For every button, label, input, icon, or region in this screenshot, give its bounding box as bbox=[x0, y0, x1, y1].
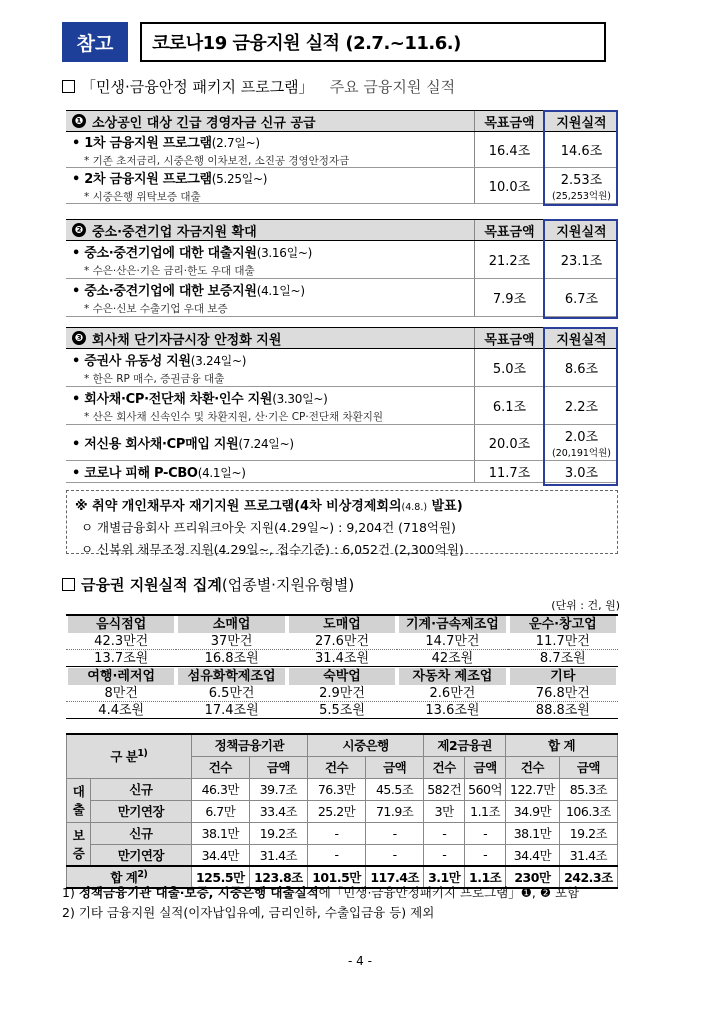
list-item: • 코로나 피해 P-CBO(4.1일~) 11.7조 3.0조 bbox=[66, 461, 618, 483]
list-item: • 2차 금융지원 프로그램(5.25일~) * 시중은행 위탁보증 대출 10.0조 2.53조 (25,253억원) bbox=[66, 168, 618, 204]
list-item: • 중소·중견기업에 대한 보증지원(4.1일~) * 수은·신보 수출기업 우대 보증 7.9조 6.7조 bbox=[66, 279, 618, 317]
col-target: 목표금액 bbox=[474, 111, 544, 131]
page-title: 코로나19 금융지원 실적 (2.7.~11.6.) bbox=[140, 22, 606, 62]
section1-heading bbox=[62, 76, 455, 97]
table-row: 만기연장 34.4만 31.4조 - - - - 34.4만 31.4조 bbox=[67, 844, 618, 866]
footnote-1: 1) 정책금융기관 대출·보증, 시중은행 대출실적에「민생·금융안정패키지 프로그램」❶, ❷ 포함 bbox=[62, 885, 580, 900]
industry-grid-1: 음식점업 소매업 도매업 기계·금속제조업 운수·창고업 42.3만건 37만건 27.6만건 14.7만건 11.7만건 13.7조원 16.8조원 31.4조원 42조원 8.7조원 bbox=[66, 614, 618, 667]
number-2-icon: ❷ bbox=[72, 223, 86, 237]
col-actual: 지원실적 bbox=[544, 111, 618, 131]
industry-grid-2: 여행·레저업 섬유화학제조업 숙박업 자동차 제조업 기타 8만건 6.5만건 2.9만건 2.6만건 76.8만건 4.4조원 17.4조원 5.5조원 13.6조원 88.8조원 bbox=[66, 668, 618, 719]
note-line: ㅇ 개별금융회사 프리워크아웃 지원(4.29일~) : 9,204건 (718억원) bbox=[81, 520, 456, 535]
group-3: ❸ 회사채 단기자금시장 안정화 지원 목표금액 지원실적 • 증권사 유동성 지원(3.24일~) * 한은 RP 매수, 증권금융 대출 5.0조 8.6조 • 회사채·CP·전단채 차환·인수 지원(3.30일~) * 산은 회사채 신속인수 및 차환지원, 산·기은 CP·전단채 차환지원 6.1조 2.2조 • 저신용 회사채·CP매입 지원(7.24일~) 20.0조 2.0조 (20,191억원) • 코로나 피해 P-CBO(4.1일~) 11.7조 3.0조 bbox=[66, 327, 618, 483]
section2-suffix: (업종별·지원유형별) bbox=[221, 576, 355, 594]
number-1-icon: ❶ bbox=[72, 114, 86, 128]
table-row: 만기연장 6.7만 33.4조 25.2만 71.9조 3만 1.1조 34.9만 106.3조 bbox=[67, 800, 618, 822]
table-row: 보 증 신규 38.1만 19.2조 - - - - 38.1만 19.2조 bbox=[67, 822, 618, 844]
page-header bbox=[62, 22, 606, 62]
page-number: - 4 - bbox=[348, 954, 372, 968]
section2-title: 금융권 지원실적 집계 bbox=[81, 576, 222, 594]
number-3-icon: ❸ bbox=[72, 331, 86, 345]
list-item: • 저신용 회사채·CP매입 지원(7.24일~) 20.0조 2.0조 (20,191억원) bbox=[66, 425, 618, 461]
section2-heading bbox=[62, 574, 354, 595]
table-row: 대 출 신규 46.3만 39.7조 76.3만 45.5조 582건 560억 122.7만 85.3조 bbox=[67, 778, 618, 800]
section1-suffix: 주요 금융지원 실적 bbox=[329, 78, 456, 96]
table-row-total: 합 계$^{2)}$ 125.5만 123.8조 101.5만 117.4조 3.1만 1.1조 230만 242.3조 bbox=[67, 866, 618, 888]
support-summary-table: 구 분$^{1)}$ 정책금융기관 시중은행 제2금융권 합 계 건수 금액 건수 금액 건수 금액 건수 금액 대 출 신규 46.3만 39.7조 76.3만 45.5조 582건 560억 122.7만 85.3조 만기연장 6.7만 33.4조 25.2만 71.9조 3만 1.1조 34.9만 106.3조 보 증 신규 38.1만 19.2조 - - - - 38.1만 19.2조 만기연장 34.4만 31.4조 - - - - 34.4만 31.4조 합 계$^{2)}$ 125.5만 123.8조 101.5만 117.4조 3.1만 1.1조 230만 242.3조 bbox=[66, 733, 618, 889]
list-item: • 중소·중견기업에 대한 대출지원(3.16일~) * 수은·산은·기은 금리·한도 우대 대출 21.2조 23.1조 bbox=[66, 241, 618, 279]
unit-label: (단위 : 건, 원) bbox=[551, 599, 620, 612]
group-2: ❷ 중소·중견기업 자금지원 확대 목표금액 지원실적 • 중소·중견기업에 대한 대출지원(3.16일~) * 수은·산은·기은 금리·한도 우대 대출 21.2조 23.1조 • 중소·중견기업에 대한 보증지원(4.1일~) * 수은·신보 수출기업 우대 보증 7.9조 6.7조 bbox=[66, 219, 618, 317]
group-title: 소상공인 대상 긴급 경영자금 신규 공급 bbox=[92, 115, 316, 131]
list-item: • 1차 금융지원 프로그램(2.7일~) * 기존 초저금리, 시중은행 이차보전, 소진공 경영안정자금 16.4조 14.6조 bbox=[66, 132, 618, 168]
checkbox-square-icon bbox=[62, 80, 75, 93]
checkbox-square-icon bbox=[62, 578, 75, 591]
group-1 bbox=[66, 110, 618, 204]
group-title: 회사채 단기자금시장 안정화 지원 bbox=[92, 332, 282, 348]
note-box: ※ 취약 개인채무자 재기지원 프로그램(4차 비상경제회의(4.8.) 발표) ㅇ 개별금융회사 프리워크아웃 지원(4.29일~) : 9,204건 (718억원) ㅇ 신복위 채무조정 지원(4.29일~, 접수기준) : 6,052건 (2,300억원) bbox=[66, 490, 618, 554]
note-line: ㅇ 신복위 채무조정 지원(4.29일~, 접수기준) : 6,052건 (2,300억원) bbox=[81, 542, 464, 557]
section1-title: 「민생·금융안정 패키지 프로그램」 bbox=[81, 78, 314, 96]
footnote-2: 2) 기타 금융지원 실적(이자납입유예, 금리인하, 수출입금융 등) 제외 bbox=[62, 905, 435, 920]
list-item: • 회사채·CP·전단채 차환·인수 지원(3.30일~) * 산은 회사채 신속인수 및 차환지원, 산·기은 CP·전단채 차환지원 6.1조 2.2조 bbox=[66, 387, 618, 425]
list-item: • 증권사 유동성 지원(3.24일~) * 한은 RP 매수, 증권금융 대출 5.0조 8.6조 bbox=[66, 349, 618, 387]
reference-tag: 참고 bbox=[62, 22, 128, 62]
group-title: 중소·중견기업 자금지원 확대 bbox=[92, 224, 257, 240]
